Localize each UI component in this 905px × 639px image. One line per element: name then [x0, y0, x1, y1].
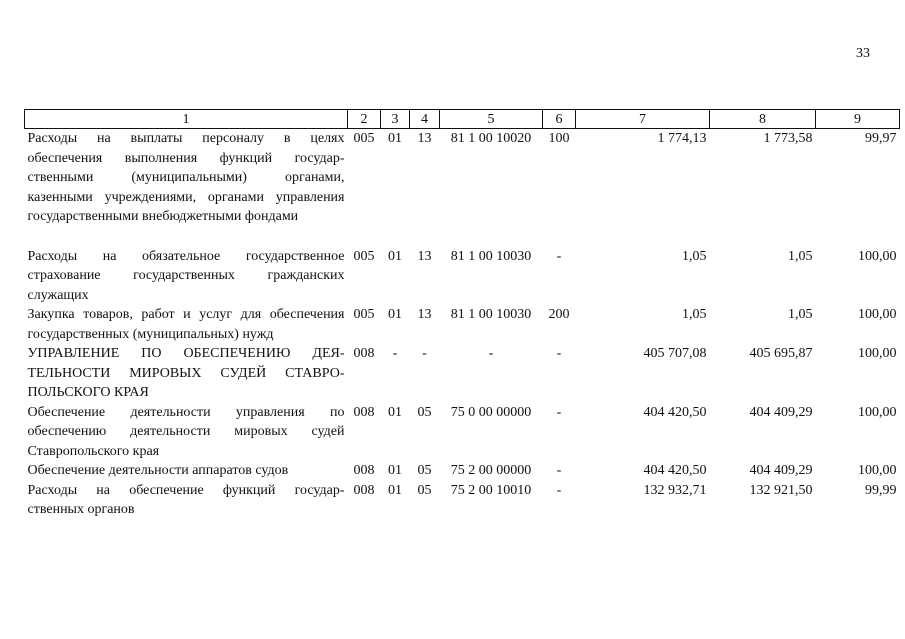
cell-target-article: 81 1 00 10030 [450, 248, 532, 264]
cell-section: - [392, 346, 398, 361]
cell-section: 01 [388, 463, 402, 478]
description-line: Расходы на обязательное государственное [27, 248, 345, 264]
cell-percent: 99,99 [865, 482, 897, 498]
cell-planned: 405 707,08 [643, 346, 707, 361]
cell-ministry: 008 [353, 482, 375, 498]
header-col-6: 6 [543, 110, 576, 129]
description-line: ПОЛЬСКОГО КРАЯ [27, 385, 149, 400]
header-col-4: 4 [410, 110, 440, 129]
description-line: ственными (муниципальными) органами, [27, 170, 345, 185]
row-description [25, 305, 348, 344]
description-line: обеспечения выполнения функций государ- [27, 150, 345, 166]
description-line: ТЕЛЬНОСТИ МИРОВЫХ СУДЕЙ СТАВРО- [27, 365, 345, 381]
cell-percent: 99,97 [865, 131, 897, 146]
cell-percent: 100,00 [858, 307, 897, 322]
cell-subsection: 05 [417, 404, 432, 420]
header-col-1: 1 [25, 110, 348, 129]
cell-ministry: 008 [353, 404, 375, 420]
table-row [25, 305, 900, 344]
cell-planned: 1,05 [682, 248, 707, 264]
cell-subsection: 13 [417, 248, 432, 264]
row-description [25, 344, 348, 403]
row-description [25, 129, 348, 247]
cell-target-article: 81 1 00 10020 [450, 131, 532, 146]
table-row [25, 344, 900, 403]
row-description [25, 403, 348, 462]
table-header-row [25, 110, 900, 129]
cell-ministry: 005 [353, 307, 375, 322]
cell-expense-type: - [556, 482, 562, 498]
description-line: служащих [27, 287, 89, 303]
cell-ministry: 008 [353, 346, 375, 361]
cell-expense-type: - [556, 463, 562, 478]
table-row [25, 403, 900, 462]
cell-target-article: 75 2 00 10010 [450, 482, 532, 498]
description-line: государственными внебюджетными фондами [27, 209, 299, 224]
description-line: страхование государственных гражданских [27, 268, 345, 283]
row-description [25, 247, 348, 306]
cell-planned: 404 420,50 [643, 404, 707, 420]
header-col-2: 2 [348, 110, 381, 129]
cell-executed: 132 921,50 [749, 482, 813, 498]
cell-subsection: 05 [417, 463, 432, 478]
description-line: УПРАВЛЕНИЕ ПО ОБЕСПЕЧЕНИЮ ДЕЯ- [27, 346, 345, 361]
cell-ministry: 008 [353, 463, 375, 478]
table-row [25, 461, 900, 481]
cell-section: 01 [388, 482, 402, 498]
description-line: Расходы на выплаты персоналу в целях [27, 131, 345, 146]
cell-percent: 100,00 [858, 404, 897, 420]
description-line: Ставропольского края [27, 443, 160, 459]
cell-subsection: 13 [417, 131, 432, 146]
header-col-8: 8 [710, 110, 816, 129]
table-row [25, 247, 900, 306]
header-col-9: 9 [816, 110, 900, 129]
cell-subsection: 05 [417, 482, 432, 498]
cell-executed: 1,05 [788, 248, 813, 264]
header-col-3: 3 [381, 110, 410, 129]
description-line: Обеспечение деятельности управления по [27, 404, 345, 420]
cell-section: 01 [388, 131, 402, 146]
cell-expense-type: - [556, 404, 562, 420]
cell-executed: 404 409,29 [749, 463, 813, 478]
cell-expense-type: - [556, 248, 562, 264]
cell-section: 01 [388, 307, 402, 322]
cell-section: 01 [388, 248, 402, 264]
cell-ministry: 005 [353, 248, 375, 264]
cell-percent: 100,00 [858, 463, 897, 478]
cell-ministry: 005 [353, 131, 375, 146]
header-col-7: 7 [576, 110, 710, 129]
header-col-5: 5 [440, 110, 543, 129]
description-line: казенными учреждениями, органами управления [27, 189, 345, 205]
description-line: Закупка товаров, работ и услуг для обеспечения [27, 307, 345, 322]
cell-expense-type: - [556, 346, 562, 361]
row-description [25, 461, 348, 481]
cell-target-article: 75 2 00 00000 [450, 463, 532, 478]
cell-executed: 1,05 [788, 307, 813, 322]
cell-planned: 1 774,13 [657, 131, 707, 146]
row-description [25, 481, 348, 520]
description-line: обеспечению деятельности мировых судей [27, 424, 345, 439]
cell-planned: 132 932,71 [643, 482, 707, 498]
cell-target-article: 81 1 00 10030 [450, 307, 532, 322]
cell-subsection: - [422, 346, 427, 361]
description-line: Обеспечение деятельности аппаратов судов [27, 463, 289, 478]
cell-percent: 100,00 [858, 248, 897, 264]
cell-target-article: - [488, 346, 494, 361]
page-number: 33 [856, 46, 870, 61]
cell-target-article: 75 0 00 00000 [450, 404, 532, 420]
description-line: Расходы на обеспечение функций государ- [27, 482, 345, 498]
cell-executed: 1 773,58 [763, 131, 813, 146]
cell-subsection: 13 [417, 307, 432, 322]
description-line: государственных (муниципальных) нужд [27, 326, 274, 342]
table-row [25, 129, 900, 247]
table-row [25, 481, 900, 520]
cell-expense-type: 200 [548, 307, 570, 322]
cell-section: 01 [388, 404, 402, 420]
cell-percent: 100,00 [858, 346, 897, 361]
cell-executed: 405 695,87 [749, 346, 813, 361]
cell-planned: 404 420,50 [643, 463, 707, 478]
cell-expense-type: 100 [548, 131, 570, 146]
description-line: ственных органов [27, 502, 135, 517]
budget-table [24, 109, 900, 520]
cell-planned: 1,05 [682, 307, 707, 322]
cell-executed: 404 409,29 [749, 404, 813, 420]
